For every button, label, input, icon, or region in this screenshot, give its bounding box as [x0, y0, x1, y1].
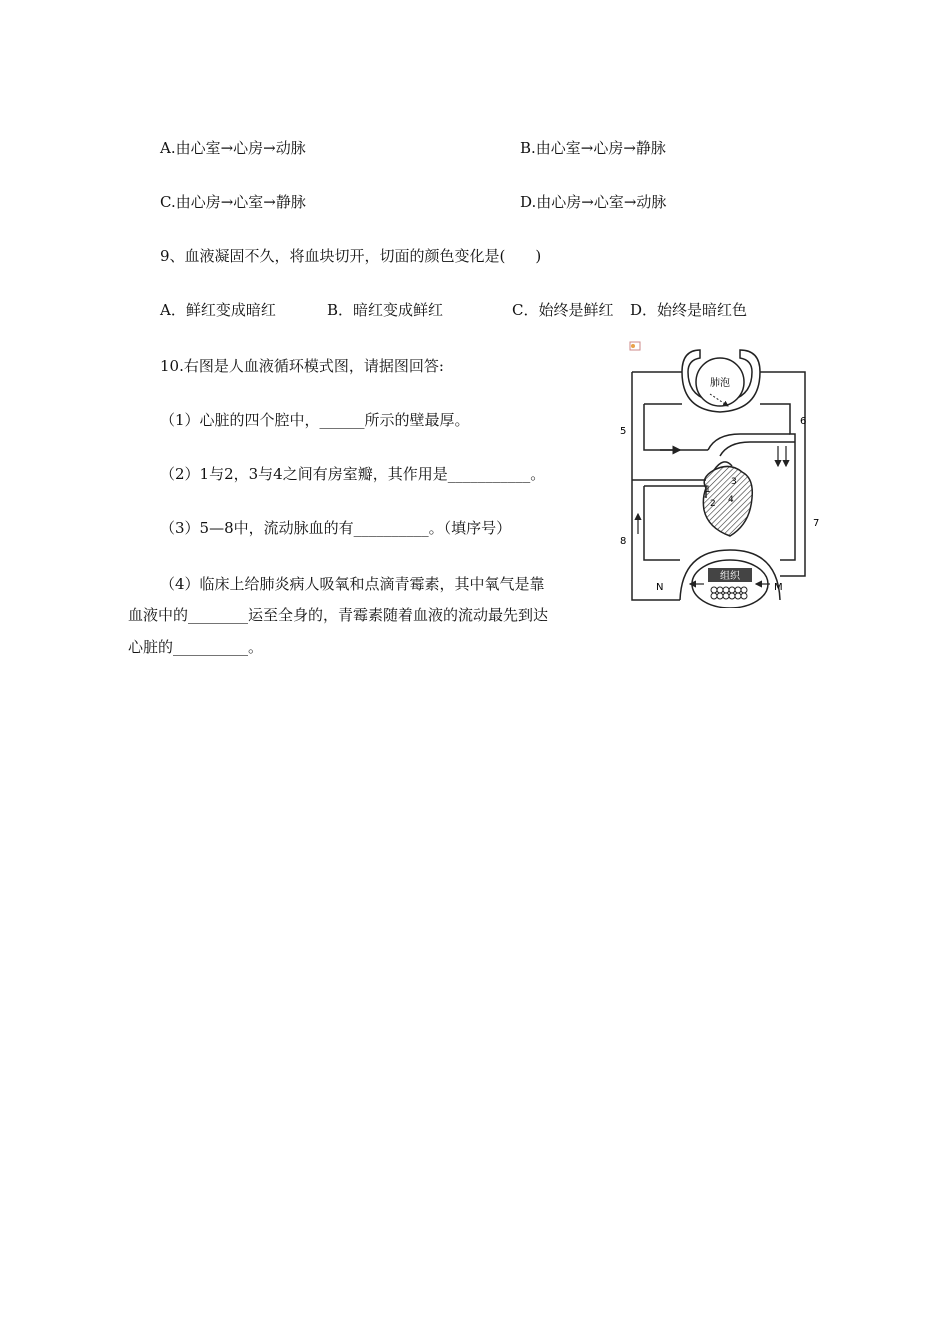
- q8-option-d: D.由心房→心室→动脉: [520, 193, 667, 211]
- label-5: 5: [620, 426, 627, 437]
- label-m: M: [774, 582, 783, 593]
- vessel-inner-left: [644, 486, 680, 560]
- circulation-diagram: [620, 338, 825, 608]
- q10-sub4-line1: （4）临床上给肺炎病人吸氧和点滴青霉素，其中氧气是靠: [160, 575, 545, 593]
- q9-option-a: A．鲜红变成暗红: [160, 301, 276, 319]
- label-6: 6: [800, 416, 807, 427]
- q10-sub1: （1）心脏的四个腔中，______所示的壁最厚。: [160, 411, 470, 429]
- heart-label-4: 4: [728, 495, 734, 505]
- q8-option-a: A.由心室→心房→动脉: [160, 139, 306, 157]
- tissue-label: 组织: [720, 571, 740, 582]
- q10-sub4-line2: 血液中的________运至全身的，青霉素随着血液的流动最先到达: [128, 606, 549, 624]
- circulation-diagram-svg: [620, 338, 825, 608]
- label-n: N: [656, 582, 664, 593]
- q8-option-b: B.由心室→心房→静脉: [520, 139, 666, 157]
- label-7: 7: [813, 518, 820, 529]
- q10-stem: 10.右图是人血液循环模式图，请据图回答:: [160, 357, 444, 375]
- q9-option-d: D．始终是暗红色: [630, 301, 748, 319]
- q9-option-b: B．暗红变成鲜红: [327, 301, 444, 319]
- corner-dot-icon: [631, 344, 635, 348]
- heart-label-2: 2: [710, 499, 716, 509]
- q10-sub4-line3: 心脏的__________。: [128, 638, 264, 656]
- heart-label-3: 3: [731, 477, 737, 487]
- alveoli-label: 肺泡: [710, 378, 730, 389]
- q9-stem: 9、血液凝固不久，将血块切开，切面的颜色变化是( ): [160, 247, 542, 265]
- heart-label-1: 1: [705, 485, 711, 495]
- q10-sub3: （3）5—8中，流动脉血的有__________。（填序号）: [160, 519, 512, 537]
- q8-option-c: C.由心房→心室→静脉: [160, 193, 306, 211]
- vessel-8: [632, 480, 706, 498]
- q9-option-c: C．始终是鲜红: [512, 301, 614, 319]
- label-8: 8: [620, 536, 627, 547]
- pulmonary-vessels: [708, 434, 795, 456]
- q10-sub2: （2）1与2，3与4之间有房室瓣，其作用是___________。: [160, 465, 546, 483]
- vessel-5: [644, 404, 708, 450]
